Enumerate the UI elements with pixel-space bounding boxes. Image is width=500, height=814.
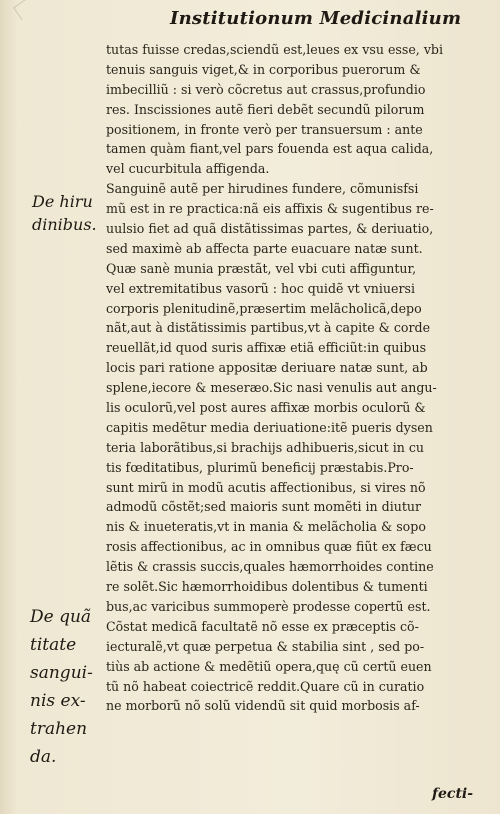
margin-note-line: dinibus. [32, 215, 97, 234]
text-line: corporis plenitudinẽ,præsertim melãcholicã,depo [106, 300, 422, 316]
margin-note-line: nis ex- [30, 691, 86, 711]
text-line: tutas fuisse credas,sciendũ est,leues ex vsu esse, vbi [106, 42, 444, 57]
text-line: capitis medẽtur media deriuatione:itẽ pueris dysen [106, 419, 433, 435]
text-line: nis & inueteratis,vt in mania & melãcholia & sopo [106, 519, 426, 535]
text-line: reuellãt,id quod suris affixæ etiã efficiũt:in quibus [106, 340, 427, 356]
text-line: re solẽt.Sic hæmorrhoidibus dolentibus & tumenti [106, 579, 428, 595]
text-line: tenuis sanguis viget,& in corporibus puerorum & [106, 61, 421, 77]
text-line: vel cucurbitula affigenda. [106, 161, 270, 177]
text-line: tamen quàm fiant,vel pars fouenda est aqua calida, [106, 141, 434, 157]
text-line: lis oculorũ,vel post aures affixæ morbis oculorũ & [106, 400, 426, 416]
margin-note-line: De hiru [32, 192, 93, 211]
margin-note-line: De quã [30, 607, 92, 627]
text-line: nãt,aut à distãtissimis partibus,vt à capite & corde [106, 320, 431, 336]
margin-note-line: sangui- [30, 663, 93, 683]
text-line: vel extremitatibus vasorũ : hoc quidẽ vt vniuersi [106, 280, 415, 296]
main-text-block [106, 40, 478, 716]
margin-note-line: titate [30, 635, 77, 655]
text-line: locis pari ratione appositæ deriuare natæ sunt, ab [106, 360, 428, 376]
text-line: imbecilliũ : si verò cõcretus aut crassus,profundio [106, 81, 426, 97]
text-line: iecturalẽ,vt quæ perpetua & stabilia sint , sed po- [106, 638, 425, 654]
margin-note-leeches [32, 190, 97, 236]
text-line: bus,ac varicibus summoperè prodesse copertũ est. [106, 598, 431, 614]
text-line: ne morborũ nõ solũ videndũ sit quid morbosis af- [106, 698, 420, 714]
text-line: res. Inscissiones autẽ fieri debẽt secundũ pilorum [106, 101, 425, 117]
text-line: tũ nõ habeat coiectricẽ reddit.Quare cũ in curatio [106, 678, 425, 694]
margin-note-line: da. [30, 747, 57, 767]
text-line: Sanguinẽ autẽ per hirudines fundere, cõmunisfsi [106, 181, 419, 197]
text-line: splene,iecore & meseræo.Sic nasi venulis aut angu- [106, 380, 437, 396]
text-line: lẽtis & crassis succis,quales hæmorrhoides contine [106, 559, 434, 575]
text-line: sunt mirũ in modũ acutis affectionibus, si vires nõ [106, 479, 426, 495]
text-line: uulsio fiet ad quã distãtissimas partes, & deriuatio, [106, 221, 434, 237]
text-line: rosis affectionibus, ac in omnibus quæ fiũt ex fæcu [106, 539, 432, 555]
text-line: tiùs ab actione & medẽtiũ opera,quę cũ certũ euen [106, 658, 432, 674]
text-line: sed maximè ab affecta parte euacuare natæ sunt. [106, 240, 423, 256]
text-line: Quæ sanè munia præstãt, vel vbi cuti affiguntur, [106, 260, 417, 276]
text-line: admodũ cõstẽt;sed maioris sunt momẽti in diutur [106, 499, 422, 515]
page-corner-mark [13, 0, 34, 20]
margin-note-blood-quantity [30, 603, 93, 771]
text-line: Cõstat medicã facultatẽ nõ esse ex præceptis cõ- [106, 618, 419, 634]
catchword: fecti- [432, 786, 474, 802]
text-line: tis fœditatibus, plurimũ beneficij præstabis.Pro- [106, 459, 414, 475]
text-line: positionem, in fronte verò per transuersum : ante [106, 121, 423, 137]
running-header: Institutionum Medicinalium [170, 8, 462, 29]
text-line: mũ est in re practica:nã eis affixis & sugentibus re- [106, 201, 434, 217]
text-line: teria laborãtibus,si brachijs adhibueris,sicut in cu [106, 439, 425, 455]
margin-note-line: trahen [30, 719, 88, 739]
